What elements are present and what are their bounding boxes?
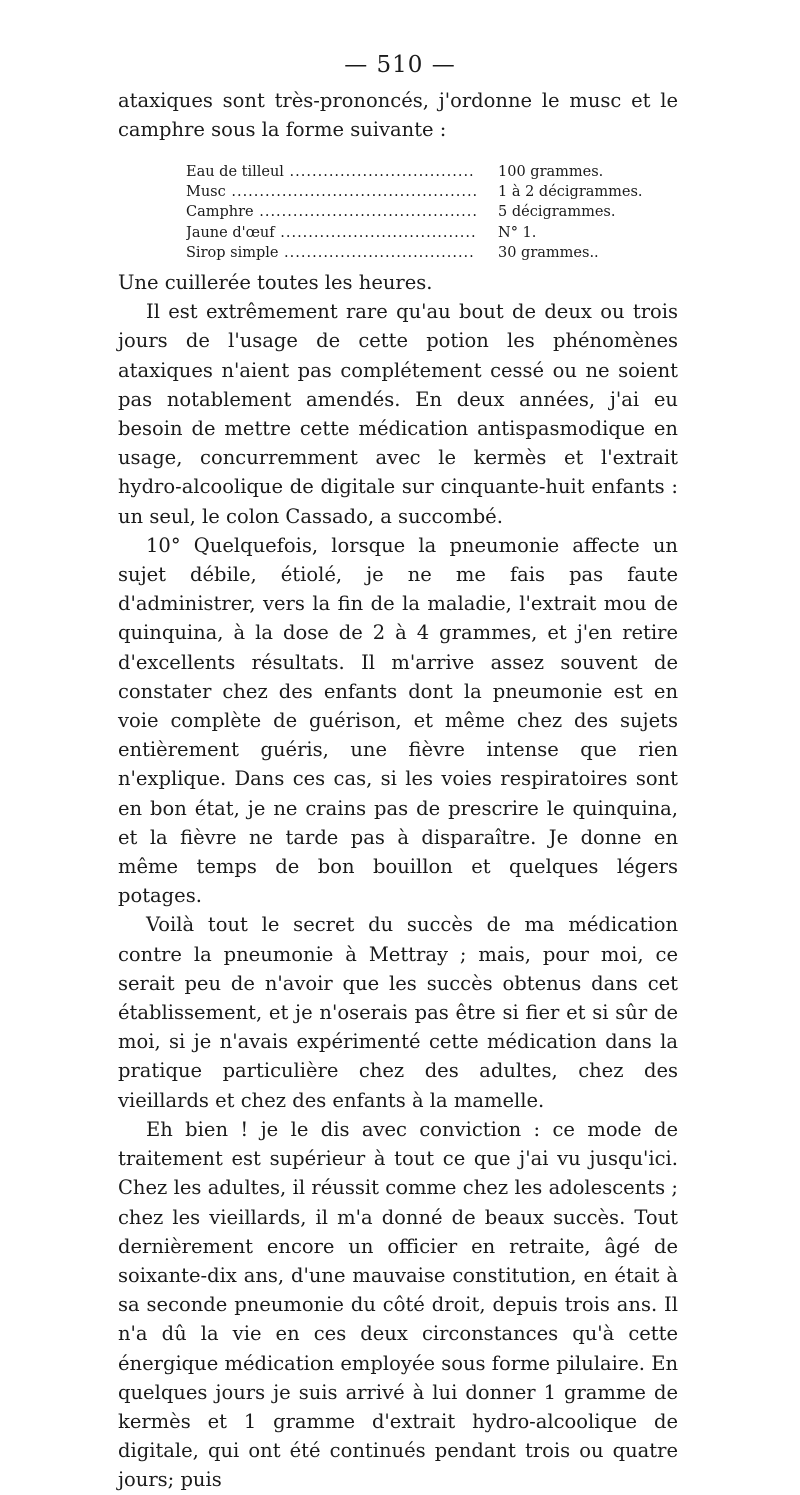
recipe-quantity: 100 grammes. — [498, 164, 604, 180]
recipe-ingredient: Sirop simple ..... — [186, 243, 476, 263]
recipe-quantity: 5 décigrammes. — [498, 204, 616, 221]
recipe-row — [186, 243, 666, 263]
intro-text — [118, 86, 678, 144]
recipe-row — [186, 202, 666, 222]
paragraph: Il est extrêmement rare qu'au bout de deux ou trois jours de l'usage de cette potion les phénomènes ataxiques n'aient pas complétement cessé ou ne soient pas notablement amendés. En deux années, j'ai eu besoin de mettre cette médication antispasmodique en usage, concurremment avec le kermès et l'extrait hydro-alcoolique de digitale sur cinquante-huit enfants : un seul, le colon Cassado, a succombé. — [118, 300, 678, 528]
recipe-row — [186, 182, 666, 202]
recipe-ingredient: Eau de tilleul ..... — [186, 162, 476, 182]
dosage-paragraph: Une cuillerée toutes les heures. — [118, 271, 433, 294]
recipe-table — [186, 162, 666, 263]
page-number: — 510 — — [344, 52, 456, 78]
recipe-row — [186, 223, 666, 243]
intro-paragraph: ataxiques sont très-prononcés, j'ordonne le musc et le camphre sous la forme suivante : — [118, 89, 678, 142]
recipe-ingredient: Musc ..... — [186, 182, 476, 202]
recipe-quantity: N° 1. — [498, 224, 537, 241]
recipe-quantity: 1 à 2 décigrammes. — [498, 184, 643, 201]
recipe-ingredient: Camphre ..... — [186, 202, 476, 222]
body-text — [118, 268, 678, 1495]
recipe-row — [186, 162, 666, 182]
recipe-ingredient: Jaune d'œuf ..... — [186, 223, 476, 243]
paragraph: Voilà tout le secret du succès de ma médication contre la pneumonie à Mettray ; mais, pour moi, ce serait peu de n'avoir que les succès obtenus dans cet établissement, et je n'oserais pas être si fier et si sûr de moi, si je n'avais expérimenté cette médication dans la pratique particulière chez des adultes, chez des vieillards et chez des enfants à la mamelle. — [118, 913, 678, 1112]
paragraph: 10° Quelquefois, lorsque la pneumonie affecte un sujet débile, étiolé, je ne me fais pas faute d'administrer, vers la fin de la maladie, l'extrait mou de quinquina, à la dose de 2 à 4 grammes, et j'en retire d'excellents résultats. Il m'arrive assez souvent de constater chez des enfants dont la pneumonie est en voie complète de guérison, et même chez des sujets entièrement guéris, une fièvre intense que rien n'explique. Dans ces cas, si les voies respiratoires sont en bon état, je ne crains pas de prescrire le quinquina, et la fièvre ne tarde pas à disparaître. Je donne en même temps de bon bouillon et quelques légers potages. — [118, 533, 678, 908]
recipe-quantity: 30 grammes.. — [498, 244, 599, 261]
paragraph: Eh bien ! je le dis avec conviction : ce mode de traitement est supérieur à tout ce que j'ai vu jusqu'ici. Chez les adultes, il réussit comme chez les adolescents ; chez les vieillards, il m'a donné de beaux succès. Tout dernièrement encore un officier en retraite, âgé de soixante-dix ans, d'une mauvaise constitution, en était à sa seconde pneumonie du côté droit, depuis trois ans. Il n'a dû la vie en ces deux circonstances qu'à cette énergique médication employée sous forme pilulaire. En quelques jours je suis arrivé à lui donner 1 gramme de kermès et 1 gramme d'extrait hydro-alcoolique de digitale, qui ont été continués pendant trois ou quatre jours; puis — [118, 1117, 678, 1492]
